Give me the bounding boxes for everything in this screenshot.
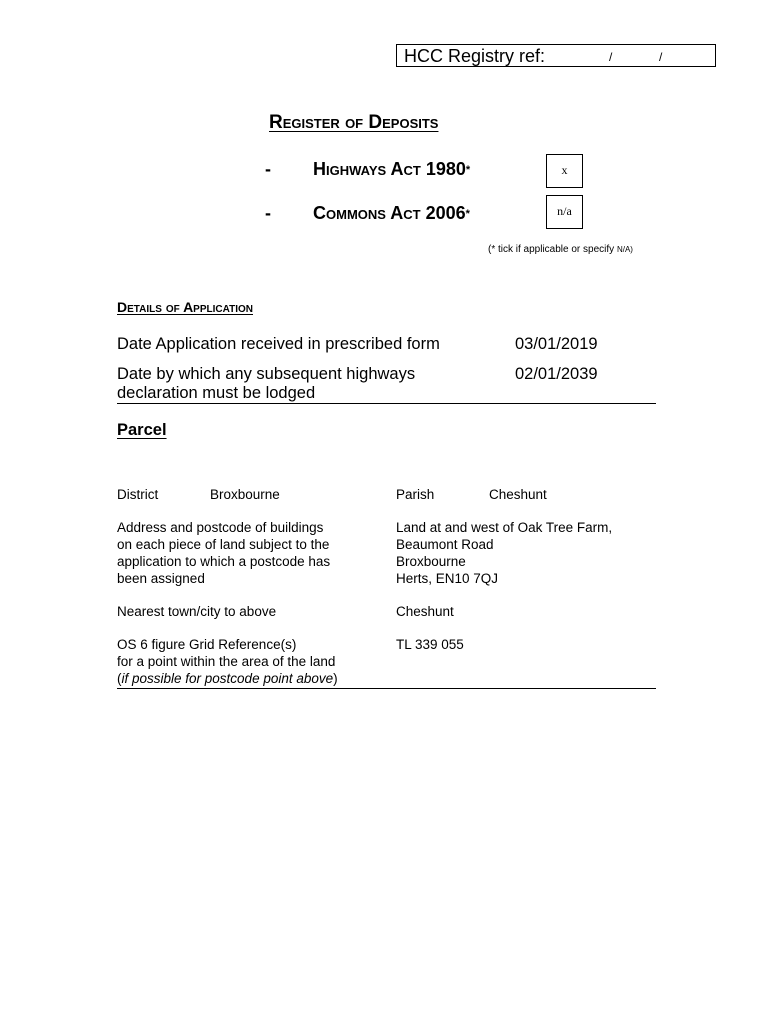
grid-ref-label-line3: [117, 670, 338, 687]
registry-ref-separator-2: /: [659, 50, 663, 64]
grid-ref-label-line2: for a point within the area of the land: [117, 654, 336, 669]
district-label: District: [117, 487, 159, 502]
grid-ref-value: TL 339 055: [396, 637, 464, 652]
tick-note: [488, 244, 633, 255]
district-value: Broxbourne: [210, 487, 280, 502]
declaration-label-line1: Date by which any subsequent highways: [117, 365, 416, 383]
address-label-line3: application to which a postcode has: [117, 554, 331, 569]
received-label: Date Application received in prescribed form: [117, 335, 440, 353]
address-label-line1: Address and postcode of buildings: [117, 520, 324, 535]
act-commons: [313, 203, 470, 224]
received-value: 03/01/2019: [515, 335, 598, 353]
grid-ref-label-line1: OS 6 figure Grid Reference(s): [117, 637, 297, 652]
act-name-highways: Highways Act 1980: [313, 159, 466, 179]
details-heading: Details of Application: [117, 299, 253, 315]
registry-ref-label: HCC Registry ref:: [404, 46, 546, 66]
address-label-line2: on each piece of land subject to the: [117, 537, 330, 552]
tick-box-commons: n/a: [546, 195, 583, 229]
tick-note-text: (* tick if applicable or specify: [488, 244, 615, 255]
address-value-line4: Herts, EN10 7QJ: [396, 571, 499, 586]
parish-value: Cheshunt: [489, 487, 547, 502]
parish-label: Parish: [396, 487, 435, 502]
address-value-line3: Broxbourne: [396, 554, 466, 569]
registry-ref-separator-1: /: [609, 50, 613, 64]
tick-box-highways: x: [546, 154, 583, 188]
divider-details: [117, 403, 656, 404]
tick-note-small: N/A): [616, 245, 633, 254]
act-asterisk-highways: *: [465, 164, 471, 176]
address-label-line4: been assigned: [117, 571, 205, 586]
grid-ref-paren-open: (: [117, 671, 122, 686]
parcel-heading: Parcel: [117, 421, 167, 439]
grid-ref-paren-close: ): [333, 671, 338, 686]
act-asterisk-commons: *: [465, 208, 470, 220]
nearest-town-value: Cheshunt: [396, 604, 454, 619]
act-dash-highways: -: [265, 159, 271, 179]
divider-parcel: [117, 688, 656, 689]
document-title: Register of Deposits: [269, 112, 439, 133]
address-value-line2: Beaumont Road: [396, 537, 494, 552]
act-name-commons: Commons Act 2006: [313, 203, 466, 223]
act-highways: [313, 159, 470, 180]
declaration-value: 02/01/2039: [515, 365, 598, 383]
declaration-label-line2: declaration must be lodged: [117, 384, 316, 402]
grid-ref-label-italic: if possible for postcode point above: [121, 671, 334, 686]
registry-ref-box: [396, 44, 716, 67]
nearest-town-label: Nearest town/city to above: [117, 604, 277, 619]
act-dash-commons: -: [265, 203, 271, 223]
address-value-line1: Land at and west of Oak Tree Farm,: [396, 520, 613, 535]
